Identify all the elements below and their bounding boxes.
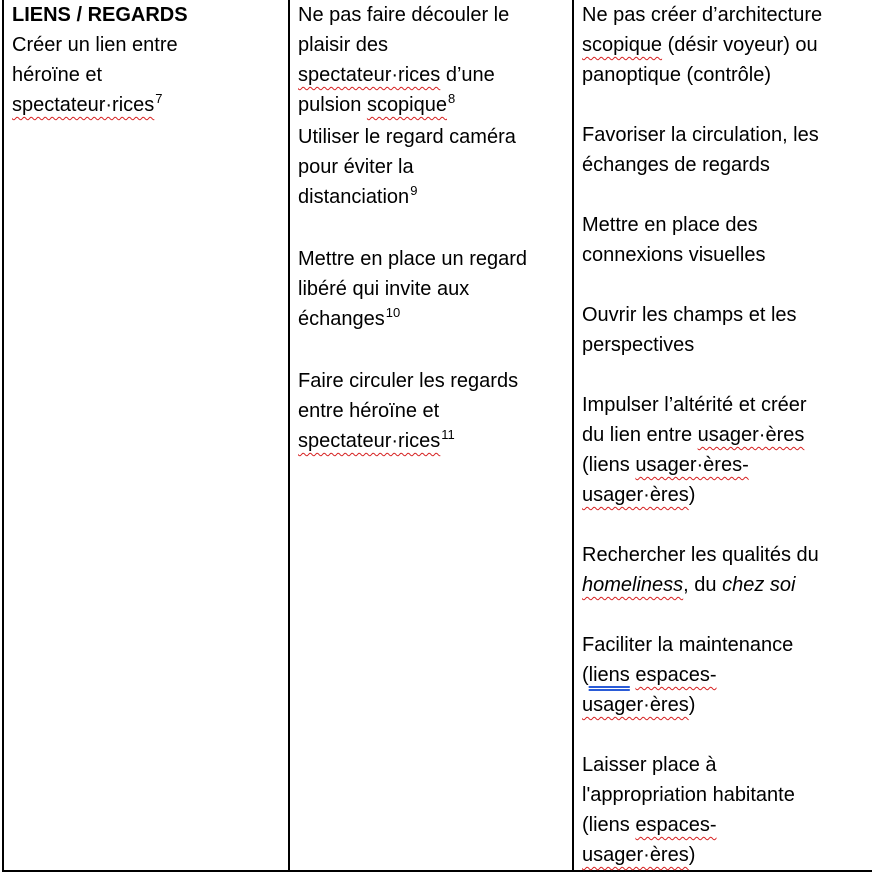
cell-text: Faire circuler les regards xyxy=(298,370,519,392)
cell-text: panoptique (contrôle) xyxy=(582,64,772,86)
cell-text: Faciliter la maintenance xyxy=(582,634,794,656)
cell-text: ) xyxy=(688,484,696,506)
cell-text xyxy=(298,426,566,458)
paragraph-gap xyxy=(582,600,866,630)
paragraph-gap xyxy=(582,720,866,750)
paragraph-gap xyxy=(582,360,866,390)
cell-text xyxy=(582,810,866,840)
cell-text: Favoriser la circulation, les xyxy=(582,124,819,146)
paragraph-gap xyxy=(298,336,566,366)
cell-text: Mettre en place un regard xyxy=(298,248,528,270)
spellcheck-word[interactable]: usager·ères xyxy=(697,424,805,446)
cell-text: Rechercher les qualités du xyxy=(582,544,819,566)
cell-text: Créer un lien entre xyxy=(12,34,178,56)
spellcheck-word[interactable]: homeliness xyxy=(582,574,684,596)
cell-text: chez soi xyxy=(722,574,796,596)
cell-text: (liens xyxy=(582,454,636,476)
cell-text xyxy=(12,90,282,122)
footnote-ref[interactable]: 7 xyxy=(155,91,163,106)
paragraph-gap xyxy=(582,510,866,540)
cell-text: ( xyxy=(582,664,589,686)
spellcheck-word[interactable]: scopique xyxy=(582,34,663,56)
spellcheck-word[interactable]: spectateur·rices xyxy=(298,64,441,86)
cell-text: Ne pas créer d’architecture xyxy=(582,4,823,26)
cell-text: d’une xyxy=(440,64,495,86)
cell-text: ) xyxy=(688,694,696,716)
cell-text xyxy=(582,420,866,450)
table-row xyxy=(3,0,872,871)
cell-text: , du xyxy=(683,574,723,596)
cell-text: héroïne et xyxy=(12,64,103,86)
spellcheck-word[interactable]: usager·ères xyxy=(582,844,689,866)
paragraph-gap xyxy=(298,214,566,244)
cell-text xyxy=(298,304,566,336)
cell-text: (liens xyxy=(582,814,636,836)
spellcheck-word[interactable]: usager·ères- xyxy=(635,454,749,476)
table-cell-architecture xyxy=(573,0,872,871)
cell-text: entre héroïne et xyxy=(298,400,440,422)
cell-text: Mettre en place des xyxy=(582,214,758,236)
cell-text: du lien entre xyxy=(582,424,698,446)
footnote-ref[interactable]: 9 xyxy=(410,183,418,198)
cell-text: pour éviter la xyxy=(298,156,414,178)
cell-text: libéré qui invite aux xyxy=(298,278,470,300)
cell-text: Ouvrir les champs et les xyxy=(582,304,797,326)
cell-text xyxy=(582,480,866,510)
cell-text: Laisser place à xyxy=(582,754,717,776)
cell-text: échanges de regards xyxy=(582,154,770,176)
paragraph-gap xyxy=(582,180,866,210)
spellcheck-word[interactable]: espaces- xyxy=(635,814,717,836)
cell-text xyxy=(582,660,866,690)
footnote-ref[interactable]: 10 xyxy=(385,305,401,320)
cell-text: (désir voyeur) ou xyxy=(662,34,818,56)
paragraph-gap xyxy=(582,90,866,120)
spellcheck-word[interactable]: spectateur·rices xyxy=(298,430,441,452)
cell-text: Utiliser le regard caméra xyxy=(298,126,516,148)
cell-text xyxy=(298,182,566,214)
cell-text xyxy=(582,840,866,870)
document-table xyxy=(2,0,872,872)
paragraph-gap xyxy=(582,270,866,300)
cell-text: distanciation xyxy=(298,186,410,208)
cell-text: Impulser l’altérité et créer xyxy=(582,394,807,416)
footnote-ref[interactable]: 8 xyxy=(448,91,456,106)
cell-text xyxy=(582,450,866,480)
cell-text xyxy=(582,570,866,600)
cell-text xyxy=(582,30,866,60)
spellcheck-word[interactable]: scopique xyxy=(366,94,447,116)
cell-text xyxy=(298,90,566,122)
table-cell-cinema xyxy=(289,0,573,871)
cell-text: échanges xyxy=(298,308,385,330)
spellcheck-word[interactable]: espaces- xyxy=(635,664,717,686)
cell-text xyxy=(298,60,566,90)
spellcheck-word[interactable]: usager·ères xyxy=(582,694,689,716)
cell-heading: LIENS / REGARDS xyxy=(12,4,188,26)
footnote-ref[interactable]: 11 xyxy=(441,427,455,442)
cell-text xyxy=(582,690,866,720)
cell-text: connexions visuelles xyxy=(582,244,766,266)
cell-text: pulsion xyxy=(298,94,367,116)
table-cell-themes xyxy=(3,0,289,871)
spellcheck-word[interactable]: spectateur·rices xyxy=(12,94,155,116)
cell-text: l'appropriation habitante xyxy=(582,784,795,806)
cell-text: Ne pas faire découler le xyxy=(298,4,510,26)
cell-text: ) xyxy=(688,844,696,866)
cell-text: perspectives xyxy=(582,334,695,356)
cell-text: plaisir des xyxy=(298,34,389,56)
grammar-check-word[interactable]: liens xyxy=(588,664,630,686)
spellcheck-word[interactable]: usager·ères xyxy=(582,484,689,506)
